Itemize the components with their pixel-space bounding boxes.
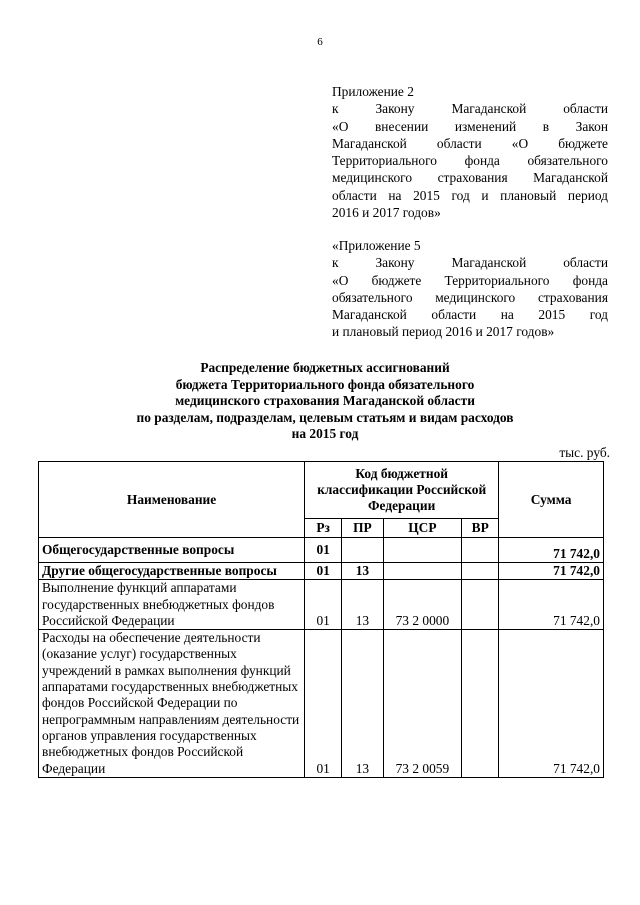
row-sum: 71 742,0 <box>499 580 604 630</box>
row-csr <box>383 563 462 580</box>
header-code-group: Код бюджетной классификации Российской Федерации <box>305 462 499 519</box>
title-line: медицинского страхования Магаданской области <box>175 393 475 409</box>
appendix-line: «О бюджете Территориального фонда <box>332 272 608 288</box>
header-sum: Сумма <box>499 462 604 538</box>
title-line: на 2015 год <box>291 426 359 442</box>
appendix-line: 2016 и 2017 годов» <box>332 205 441 221</box>
table-row <box>39 630 604 778</box>
row-sum: 71 742,0 <box>499 630 604 778</box>
row-rz: 01 <box>305 630 342 778</box>
row-pr: 13 <box>342 580 383 630</box>
row-sum: 71 742,0 <box>499 538 604 563</box>
appendix-line: обязательного медицинского страхования <box>332 289 608 305</box>
appendix-line: Магаданской области «О бюджете <box>332 135 608 151</box>
appendix-line: к Закону Магаданской области <box>332 255 608 271</box>
row-name: Выполнение функций аппаратами государственных внебюджетных фондов Российской Федерации <box>39 580 305 630</box>
row-pr: 13 <box>342 630 383 778</box>
appendix-line: Территориального фонда обязательного <box>332 153 608 169</box>
appendix-line: Магаданской области на 2015 год <box>332 307 608 323</box>
row-csr: 73 2 0000 <box>383 580 462 630</box>
header-pr: ПР <box>342 519 383 538</box>
title-line: Распределение бюджетных ассигнований <box>200 360 450 375</box>
row-sum: 71 742,0 <box>499 563 604 580</box>
row-csr <box>383 538 462 563</box>
appendix-line: «О внесении изменений в Закон <box>332 118 608 134</box>
appendix-line: Приложение 2 <box>332 84 414 99</box>
appendix-line: к Закону Магаданской области <box>332 101 608 117</box>
row-rz: 01 <box>305 563 342 580</box>
row-vr <box>462 538 499 563</box>
row-rz: 01 <box>305 538 342 563</box>
table-row <box>39 580 604 630</box>
appendix-line: «Приложение 5 <box>332 238 421 253</box>
row-name: Общегосударственные вопросы <box>39 538 305 563</box>
appendix-line: области на 2015 год и плановый период <box>332 187 608 203</box>
row-vr <box>462 580 499 630</box>
header-rz: Рз <box>305 519 342 538</box>
appendix-line: медицинского страхования Магаданской <box>332 170 608 186</box>
header-name: Наименование <box>39 462 305 538</box>
title-line: бюджета Территориального фонда обязательного <box>175 376 475 392</box>
unit-label: тыс. руб. <box>559 445 610 460</box>
row-pr: 13 <box>342 563 383 580</box>
appendix-5-block <box>332 237 608 341</box>
table-row <box>39 538 604 563</box>
title-line: по разделам, подразделам, целевым статьям и видам расходов <box>136 409 514 425</box>
row-vr <box>462 630 499 778</box>
appendix-line: и плановый период 2016 и 2017 годов» <box>332 324 555 340</box>
row-pr <box>342 538 383 563</box>
header-csr: ЦСР <box>383 519 462 538</box>
row-vr <box>462 563 499 580</box>
row-csr: 73 2 0059 <box>383 630 462 778</box>
header-vr: ВР <box>462 519 499 538</box>
page-number: 6 <box>317 36 323 48</box>
budget-table <box>38 461 604 778</box>
appendix-2-block <box>332 83 608 221</box>
row-name: Другие общегосударственные вопросы <box>39 563 305 580</box>
table-row <box>39 563 604 580</box>
row-name: Расходы на обеспечение деятельности (оказание услуг) государственных учреждений в рамках выполнения функций аппаратами государственных внебюджетных фондов Российской Федерации по непрограммным направлениям деятельности органов управления государственных внебюджетных фондов Российской Федерации <box>39 630 305 778</box>
row-rz: 01 <box>305 580 342 630</box>
document-title <box>40 360 610 443</box>
